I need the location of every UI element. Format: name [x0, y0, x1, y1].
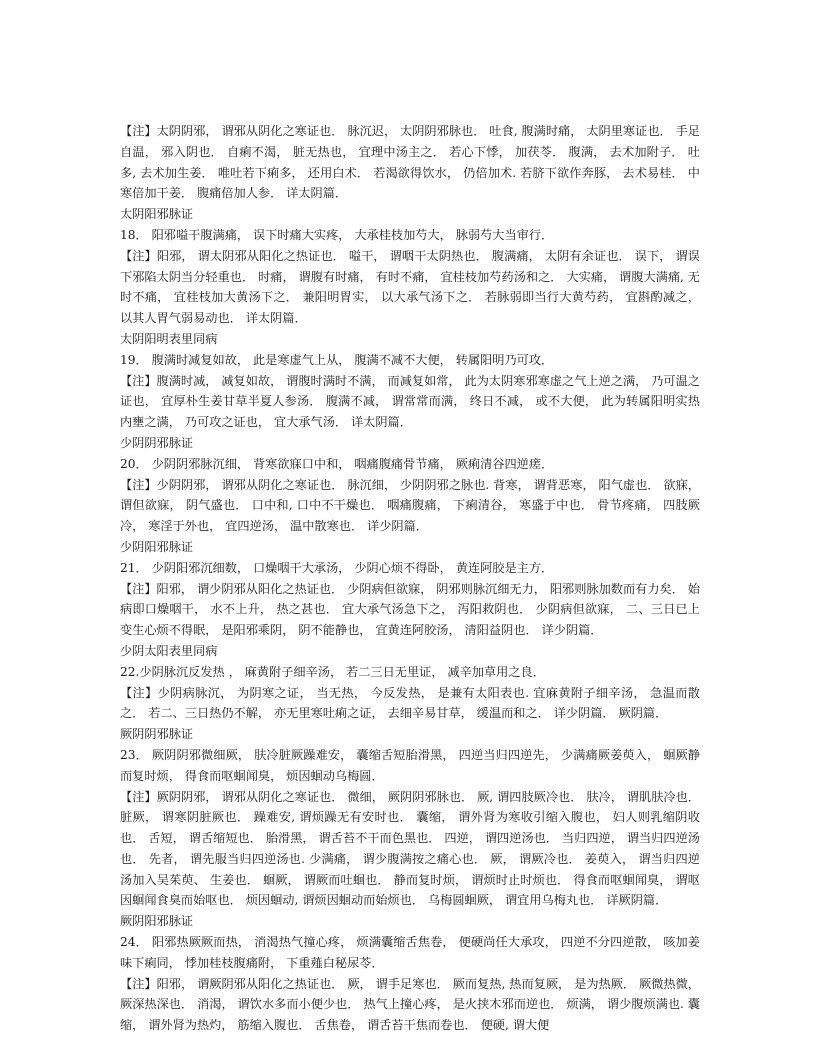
section-heading-shaoyin-yin: 少阴阴邪脉证	[120, 435, 194, 450]
verse-21: 21． 少阴阳邪沉细数， 口燥咽干大承汤， 少阴心烦不得卧， 黄连阿胶是主方．	[120, 560, 554, 575]
verse-23: 23． 厥阴阴邪微细厥， 肤冷脏厥躁难安， 囊缩舌短胎滑黑， 四逆当归四逆先， 少满痛厥姜萸入， 蛔厥静而复时烦， 得食而呕蛔闻臭， 烦因蛔动乌梅圆．	[120, 747, 700, 783]
section-heading-jueyin-yin: 厥阴阴邪脉证	[120, 727, 194, 742]
section-heading-jueyin-yang: 厥阴阳邪脉证	[120, 914, 194, 929]
verse-20: 20． 少阴阴邪脉沉细， 背寒欲寐口中和， 咽痛腹痛骨节痛， 厥痢清谷四逆瘥．	[120, 456, 554, 471]
paragraph-note-24: 【注】阳邪， 谓厥阴邪从阳化之热证也． 厥， 谓手足寒也． 厥而复热, 热而复厥， 是为热厥． 厥微热微， 厥深热深也． 消渴， 谓饮水多而小便少也． 热气上撞心疼， 是火挟木邪而逆也． 烦满， 谓少腹烦满也. 囊缩， 谓外肾为热灼， 筋缩入腹也． 舌焦卷， 谓舌苔干焦而卷也． 便硬, 谓大便	[120, 976, 700, 1033]
paragraph-note-20: 【注】少阴阴邪， 谓邪从阴化之寒证也． 脉沉细， 少阴阴邪之脉也. 背寒， 谓背恶寒， 阳气虚也． 欲寐， 谓但欲寐， 阴气盛也． 口中和, 口中不干燥也． 咽痛腹痛， 下痢清谷， 寒盛于中也． 骨节疼痛， 四肢厥冷， 寒淫于外也， 宜四逆汤， 温中散寒也． 详少阴篇．	[120, 477, 700, 534]
paragraph-note-taiyin-yin: 【注】太阴阴邪， 谓邪从阴化之寒证也． 脉沉迟， 太阴阴邪脉也． 吐食, 腹满时痛， 太阴里寒证也． 手足自温， 邪入阴也． 自痢不渴， 脏无热也， 宜理中汤主之． 若心下悸， 加茯苓． 腹满， 去术加附子． 吐多, 去术加生姜． 唯吐若下痢多， 还用白术． 若渴欲得饮水， 仍倍加术. 若脐下欲作奔豚， 去术易桂． 中寒倍加干姜． 腹痛倍加人参． 详太阴篇．	[120, 124, 700, 201]
document-body	[120, 121, 700, 1036]
verse-22: 22.少阴脉沉反发热 ， 麻黄附子细辛汤， 若二三日无里证， 减辛加草用之良．	[120, 664, 545, 679]
section-heading-shaoyin-yang: 少阴阳邪脉证	[120, 539, 194, 554]
verse-19: 19． 腹满时减复如故， 此是寒虚气上从， 腹满不减不大便， 转属阳明乃可攻．	[120, 352, 554, 367]
section-heading-shaoyin-taiyang: 少阴太阳表里同病	[120, 643, 218, 658]
verse-24: 24． 阳邪热厥厥而热， 消渴热气撞心疼， 烦满囊缩舌焦卷， 便硬尚任大承攻， 四逆不分四逆散， 咳加姜味下痢同， 悸加桂枝腹痛附， 下重薤白秘尿苓．	[120, 935, 700, 970]
paragraph-note-23: 【注】厥阴阴邪， 谓邪从阴化之寒证也． 微细， 厥阴阴邪脉也． 厥, 谓四肢厥冷也． 肤冷， 谓肌肤冷也． 脏厥， 谓寒阴脏厥也． 躁难安, 谓烦躁无有安时也． 囊缩， 谓外肾为寒收引缩入腹也， 妇人则乳缩阴收也． 舌短， 谓舌缩短也． 胎滑黑， 谓舌苔不干而色黑也． 四逆， 谓四逆汤也． 当归四逆， 谓当归四逆汤也． 先者， 谓先服当归四逆汤也. 少满痛， 谓少腹满按之痛心也． 厥， 谓厥冷也． 姜萸入， 谓当归四逆汤加入吴茱萸、 生姜也． 蛔厥， 谓厥而吐蛔也． 静而复时烦， 谓烦时止时烦也． 得食而呕蛔闻臭， 谓呕因蛔闻食臭而始呕也． 烦因蛔动, 谓烦因蛔动而始烦也． 乌梅圆蛔厥， 谓宜用乌梅丸也． 详厥阴篇．	[120, 789, 700, 908]
paragraph-note-21: 【注】阳邪， 谓少阴邪从阳化之热证也． 少阴病但欲寐， 阴邪则脉沉细无力， 阳邪则脉加数而有力矣． 始病即口燥咽干， 水不上升， 热之甚也． 宜大承气汤急下之， 泻阳救阴也． 少阴病但欲寐， 二、三日已上变生心烦不得眠， 是阳邪乘阴， 阴不能静也， 宜黄连阿胶汤， 清阳益阴也． 详少阴篇．	[120, 581, 700, 638]
paragraph-note-18: 【注】阳邪， 谓太阴邪从阳化之热证也． 嗌干， 谓咽干太阴热也． 腹满痛， 太阴有余证也． 误下， 谓误下邪陷太阴当分轻重也． 时痛， 谓腹有时痛， 有时不痛， 宜桂枝加芍药汤和之． 大实痛， 谓腹大满痛, 无时不痛， 宜桂枝加大黄汤下之． 兼阳明胃实， 以大承气汤下之． 若脉弱即当行大黄芍药， 宜斟酌减之， 以其人胃气弱易动也． 详太阴篇．	[120, 248, 700, 326]
section-heading-taiyin-yang: 太阴阳邪脉证	[120, 207, 194, 222]
verse-18: 18． 阳邪嗌干腹满痛， 误下时痛大实疼， 大承桂枝加芍大， 脉弱芍大当审行．	[120, 227, 554, 242]
paragraph-note-22: 【注】少阴病脉沉， 为阴寒之证， 当无热， 今反发热， 是兼有太阳表也. 宜麻黄附子细辛汤， 急温而散之． 若二、三日热仍不解， 亦无里寒吐痢之证， 去细辛易甘草， 缓温而和之． 详少阴篇． 厥阴篇．	[120, 685, 700, 721]
section-heading-taiyin-yangming: 太阴阳明表里同病	[120, 331, 218, 346]
paragraph-note-19: 【注】腹满时减， 减复如故， 谓腹时满时不满， 而减复如常， 此为太阴寒邪寒虚之气上逆之满， 乃可温之证也， 宜厚朴生姜甘草半夏人参汤． 腹满不减， 谓常常而满， 终日不减， 或不大便， 此为转属阳明实热内壅之满， 乃可攻之证也， 宜大承气汤． 详太阴篇．	[120, 373, 700, 430]
